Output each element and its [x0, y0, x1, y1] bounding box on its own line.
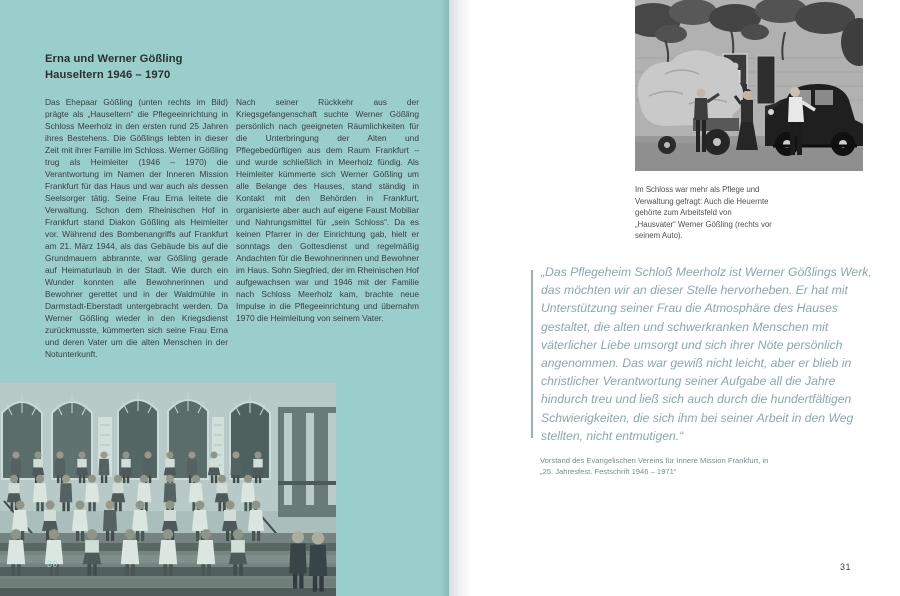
page-title-line1: Erna und Werner Gößling — [45, 52, 183, 65]
pull-quote-text: „Das Pflegeheim Schloß Meerholz ist Werner Gößlings Werk, das möchten wir an dieser Stelle hervorheben. Er hat mit Unterstützung seiner Frau die Atmosphäre des Hauses gestaltet, die alten und schwerkranken Menschen mit väterlicher Liebe umsorgt und sich ihrer Nöte persönlich angenommen. Das war gewiß nicht leicht, aber er blieb in christlicher Verantwortung seiner Aufgabe all die Jahre hindurch treu und ließ sich auch durch die hundertfältigen Schwierigkeiten, die sich ihm bei seiner Arbeit in den Weg stellten, nicht entmutigen.“ — [541, 265, 872, 443]
body-column-1: Das Ehepaar Gößling (unten rechts im Bild) prägte als „Hauseltern“ die Pflegeeinrichtung in Schloss Meerholz in den ersten rund 25 Jahren ihres Bestehens. Die Gößlings lebten in dieser Zeit mit ihrer Familie im Schloss. Werner Gößling trug als Heimleiter (1946 – 1970) die Verantwortung im Namen der Inneren Mission Frankfurt für das Haus und war auch als dessen Seelsorger tätig. Seine Frau Erna leitete die Verwaltung. Schon dem Rheinischen Hof in Frankfurt stand Diakon Gößling als Heimleiter vor. Während des Bombenangriffs auf Frankfurt am 21. März 1944, als das Gebäude bis auf die Grundmauern abbrannte, war Gößling gerade auf Heimaturlaub in der Stadt. Wie durch ein Wunder konnten alle Bewohnerinnen und Bewohner gerettet und in der Waldmühle in Darmstadt-Eberstadt untergebracht werden. Da Werner Gößling wieder in den Kriegsdienst zurückmusste, kümmerten sich seine Frau Erna und deren Vater um die alten Menschen in der Notunterkunft. — [45, 97, 228, 359]
page-title — [45, 51, 183, 84]
quote-attribution-line1: Vorstand des Evangelischen Vereins für Innere Mission Frankfurt, in — [540, 456, 769, 465]
hay-harvest-photo — [635, 0, 863, 171]
page-title-line2: Hauseltern 1946 – 1970 — [45, 69, 171, 81]
left-page — [0, 0, 449, 596]
page-edge-shadow — [441, 0, 449, 596]
page-number-left: 30 — [47, 559, 59, 569]
body-text-columns — [45, 96, 419, 360]
page-number-right: 31 — [840, 562, 852, 572]
quote-attribution — [540, 455, 768, 477]
body-column-2: Nach seiner Rückkehr aus der Kriegsgefangenschaft suchte Werner Gößling persönlich nach geeigneten Räumlichkeiten für die Unterbringung der Alten und Pflegebedürftigen aus dem Raum Frankfurt – und wurde schließlich in Meerholz fündig. Als Heimleiter kümmerte sich Werner Gößling um alle Belange des Hauses, stand ständig in Kontakt mit den Behörden in Frankfurt, organisierte aber auch auf eigene Faust Mobiliar und Nahrungsmittel für „sein Schloss“. Da es keinen Pfarrer in der Einrichtung gab, hielt er sonntags den Gottesdienst und regelmäßig Andachten für die Bewohnerinnen und Bewohner im Haus. Sohn Siegfried, der im Rheinischen Hof aufgewachsen war und 1946 mit der Familie nach Schloss Meerholz kam, brachte neue Impulse in die Pflegeeinrichtung und übernahm 1970 die Heimleitung von seinem Vater. — [236, 97, 419, 323]
photo-caption: Im Schloss war mehr als Pflege und Verwaltung gefragt: Auch die Heuernte gehörte zum Arbeitsfeld von „Hausvater“ Werner Gößling (rechts vor seinem Auto). — [635, 185, 772, 241]
pull-quote — [541, 263, 877, 445]
hay-harvest-photo-art — [635, 0, 863, 171]
quote-rule — [531, 270, 533, 438]
page-gutter — [449, 0, 471, 596]
quote-attribution-line2: „25. Jahresfest. Festschrift 1946 – 1971“ — [540, 467, 677, 476]
